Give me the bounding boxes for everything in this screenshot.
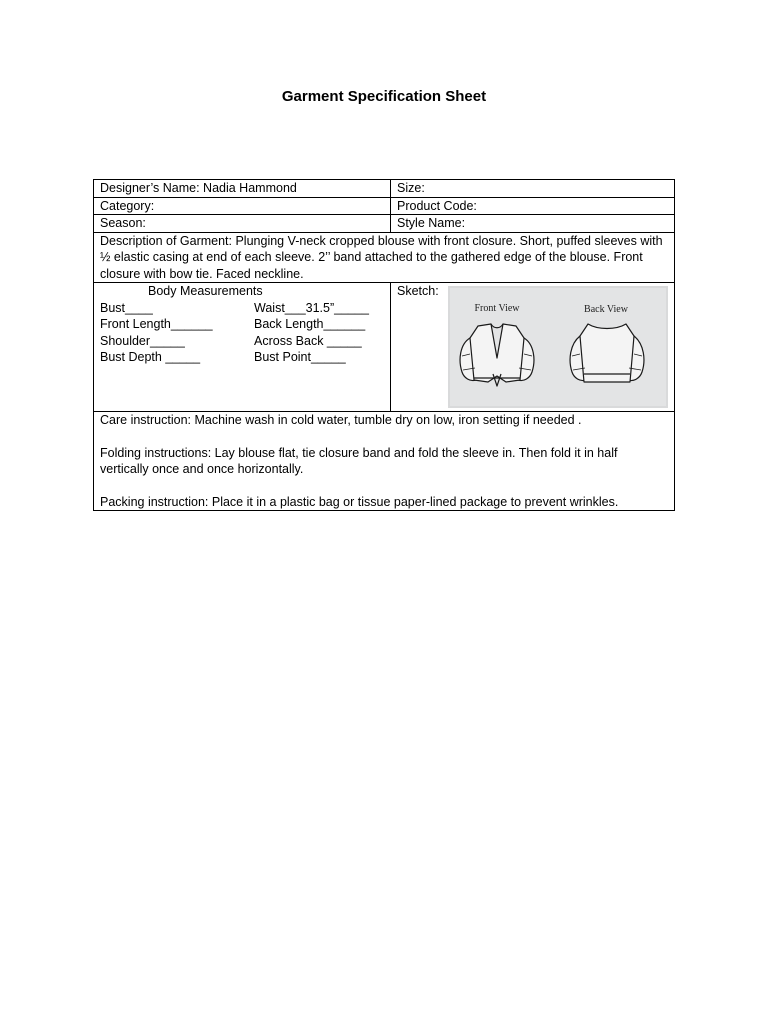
body-measurements-heading: Body Measurements (148, 284, 263, 298)
table-row (94, 283, 675, 412)
size-cell: Size: (391, 180, 675, 198)
measurements-grid (100, 300, 384, 366)
packing-instruction: Packing instruction: Place it in a plastic bag or tissue paper-lined package to prevent wrinkles. (100, 494, 619, 509)
bust-depth-measurement: Bust Depth _____ (100, 350, 201, 364)
bust-measurement: Bust____ (100, 300, 153, 315)
front-length-measurement: Front Length______ (100, 317, 213, 331)
back-length-measurement: Back Length______ (254, 317, 366, 331)
table-row (94, 180, 675, 198)
front-view-label: Front View (474, 303, 520, 314)
garment-sketch-image (448, 286, 668, 408)
instructions-cell (94, 412, 675, 511)
spec-table (93, 179, 675, 511)
waist-measurement: Waist___31.5”_____ (254, 300, 369, 315)
care-instruction: Care instruction: Machine wash in cold water, tumble dry on low, iron setting if needed . (100, 413, 582, 427)
bust-point-measurement: Bust Point_____ (254, 350, 346, 364)
shoulder-measurement: Shoulder_____ (100, 333, 185, 348)
garment-description: Description of Garment: Plunging V-neck cropped blouse with front closure. Short, puffed sleeves with ½ elastic casing at end of each sleeve. 2’’ band attached to the gathered edge of the blouse. Front closure with bow tie. Faced neckline. (94, 232, 675, 283)
document-title: Garment Specification Sheet (281, 88, 487, 105)
back-view-label: Back View (584, 304, 628, 315)
sketch-label: Sketch: (397, 284, 439, 298)
table-row (94, 215, 675, 233)
category-cell: Category: (94, 197, 391, 215)
season-cell: Season: (94, 215, 391, 233)
designer-name-cell: Designer’s Name: Nadia Hammond (94, 180, 391, 198)
table-row (94, 232, 675, 283)
body-measurements-cell (94, 283, 391, 412)
product-code-cell: Product Code: (391, 197, 675, 215)
across-back-measurement: Across Back _____ (254, 333, 362, 348)
folding-instruction: Folding instructions: Lay blouse flat, tie closure band and fold the sleeve in. Then fold it in half vertically once and once horizontally. (100, 445, 618, 476)
style-name-cell: Style Name: (391, 215, 675, 233)
table-row (94, 412, 675, 511)
table-row (94, 197, 675, 215)
sketch-cell (391, 283, 675, 412)
